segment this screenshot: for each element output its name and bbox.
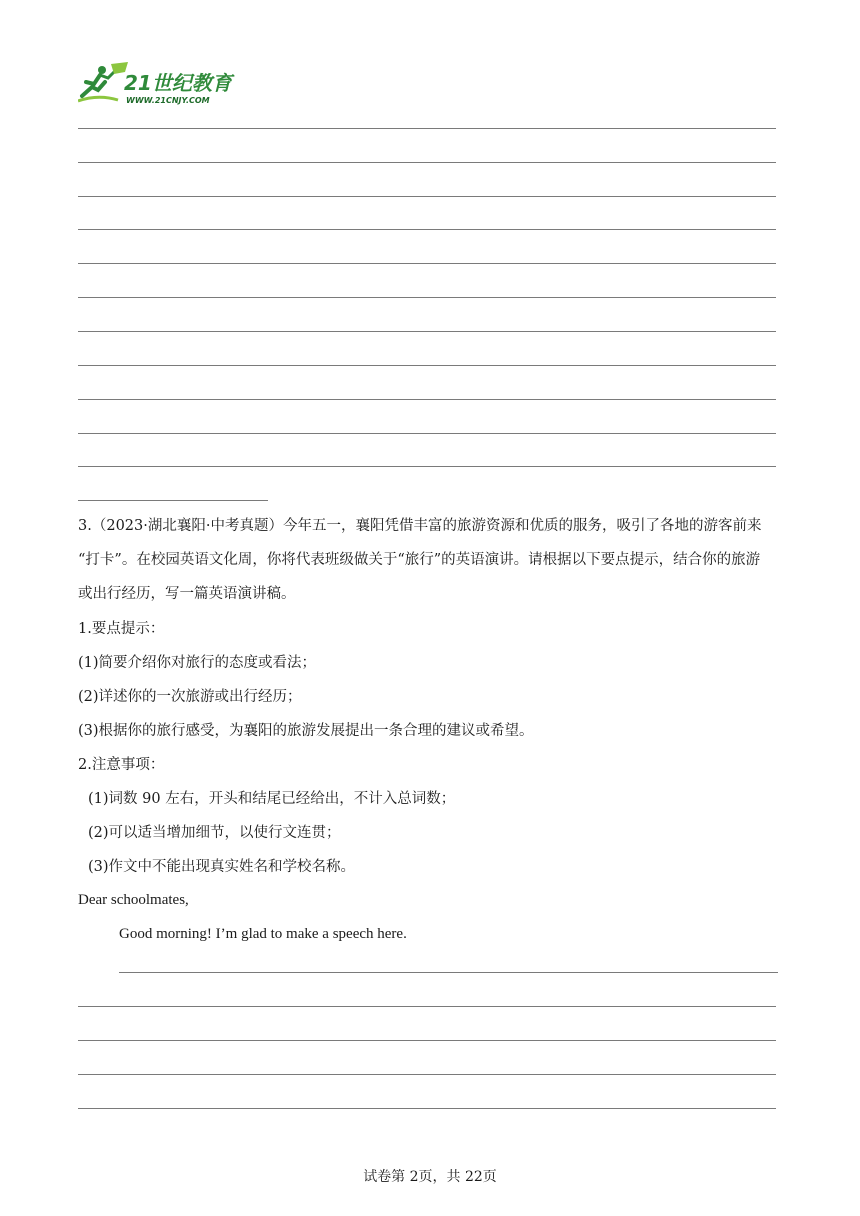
answer-line <box>78 331 776 332</box>
answer-line <box>78 1108 776 1109</box>
note-item: (2)可以适当增加细节，以使行文连贯； <box>88 825 341 841</box>
note-item: (1)词数 90 左右，开头和结尾已经给出，不计入总词数； <box>88 791 456 807</box>
answer-line <box>78 433 776 434</box>
answer-line <box>78 1006 776 1007</box>
logo-brand: 21世纪教育 <box>124 71 232 95</box>
answer-line <box>78 196 776 197</box>
question-prompt-2: “打卡”。在校园英语文化周，你将代表班级做关于“旅行”的英语演讲。请根据以下要点提示，结合你的旅游 <box>78 552 761 568</box>
note-item: (3)作文中不能出现真实姓名和学校名称。 <box>88 859 356 875</box>
point-item: (1)简要介绍你对旅行的态度或看法； <box>78 655 317 671</box>
answer-line <box>78 263 776 264</box>
logo-url: WWW.21CNJY.COM <box>126 96 210 105</box>
salutation: Dear schoolmates, <box>78 892 189 908</box>
question-prompt-1: 今年五一，襄阳凭借丰富的旅游资源和优质的服务，吸引了各地的游客前来 <box>282 518 762 534</box>
point-item: (2)详述你的一次旅游或出行经历； <box>78 689 302 705</box>
logo <box>78 60 248 106</box>
page-footer: 试卷第 2页，共 22页 <box>363 1169 497 1185</box>
answer-line <box>78 162 776 163</box>
runner-icon <box>78 62 128 101</box>
answer-line <box>78 466 776 467</box>
notes-heading: 2.注意事项： <box>78 757 165 773</box>
question-source: （2023·湖北襄阳·中考真题） <box>91 518 283 534</box>
question-line-1: 3.（2023·湖北襄阳·中考真题）今年五一，襄阳凭借丰富的旅游资源和优质的服务，吸引了各地的游客前来 <box>78 518 762 534</box>
answer-line-short <box>78 500 268 501</box>
point-item: (3)根据你的旅行感受，为襄阳的旅游发展提出一条合理的建议或希望。 <box>78 723 534 739</box>
answer-line <box>78 128 776 129</box>
question-prompt-3: 或出行经历，写一篇英语演讲稿。 <box>78 586 296 602</box>
answer-line <box>78 1040 776 1041</box>
answer-line <box>119 972 778 973</box>
opening-sentence: Good morning! I’m glad to make a speech here. <box>119 926 407 942</box>
answer-line <box>78 365 776 366</box>
question-number: 3 <box>78 518 88 534</box>
answer-line <box>78 297 776 298</box>
points-heading: 1.要点提示： <box>78 621 165 637</box>
answer-line <box>78 229 776 230</box>
answer-line <box>78 399 776 400</box>
answer-line <box>78 1074 776 1075</box>
